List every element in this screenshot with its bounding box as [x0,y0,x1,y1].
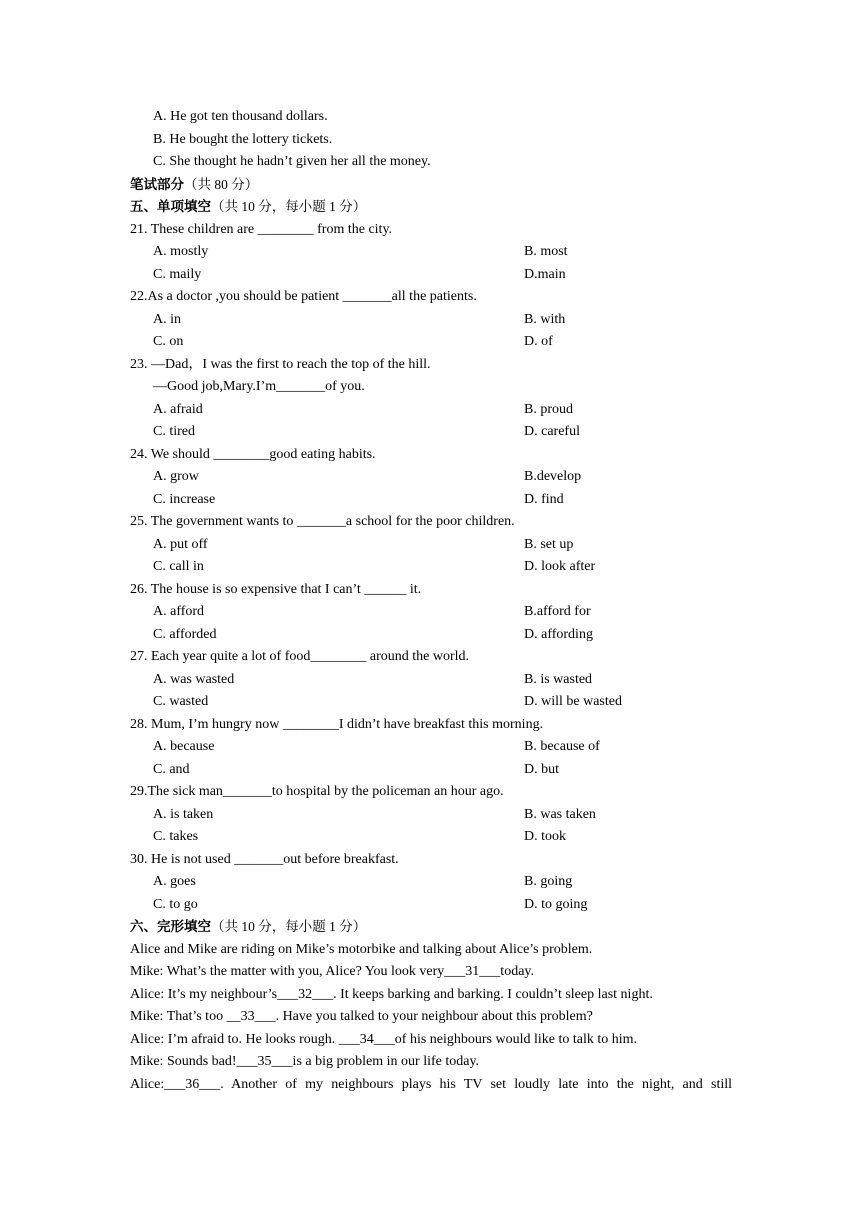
passage-line: Alice and Mike are riding on Mike’s motorbike and talking about Alice’s problem. [130,941,593,957]
answer-option: D. find [524,491,564,507]
answer-option: A. because [153,739,215,754]
answer-option: A. mostly [153,244,209,259]
multiple-choice-questions [130,219,732,917]
answer-option: B. is wasted [524,671,593,687]
answer-option: D.main [524,266,566,282]
answer-option: B. most [524,244,568,259]
answer-option: D. affording [524,626,593,642]
options-row [130,826,732,849]
passage-line: Mike: That’s too __33___. Have you talked to your neighbour about this problem? [130,1009,593,1024]
question-stem: 28. Mum, I’m hungry now ________I didn’t have breakfast this morning. [130,716,544,732]
answer-option: A. was wasted [153,671,235,687]
answer-option: C. call in [153,559,204,574]
question-block [130,646,732,714]
options-row [130,331,732,354]
passage-line: Alice:___36___. Another of my neighbours plays his TV set loudly late into the night, and still [130,1076,732,1092]
answer-option: D. to going [524,896,588,912]
section-5-title: 五、单项填空 [130,199,211,215]
answer-option: C. maily [153,266,202,282]
question-block [130,444,732,512]
answer-option: A. goes [153,874,196,889]
options-row [130,399,732,422]
question-block [130,354,732,444]
options-row [130,264,732,287]
answer-option: A. put off [153,536,208,552]
options-row [130,421,732,444]
options-row [130,556,732,579]
options-row [130,489,732,512]
answer-option: A. afraid [153,401,203,417]
option-line: A. He got ten thousand dollars. [153,109,328,124]
written-part-heading [130,174,732,197]
answer-option: B.develop [524,469,582,484]
answer-option: C. takes [153,829,199,844]
answer-option: A. in [153,311,181,327]
section-6-title: 六、完形填空 [130,919,211,935]
options-row [130,894,732,917]
answer-option: C. and [153,761,190,777]
answer-option: D. will be wasted [524,694,622,709]
options-row [130,871,732,894]
options-row [130,241,732,264]
question-stem: 22.As a doctor ,you should be patient _______all the patients. [130,289,477,304]
question-block [130,219,732,287]
answer-option: B. proud [524,401,573,417]
question-stem: 21. These children are ________ from the city. [130,221,393,237]
question-block [130,714,732,782]
answer-option: C. wasted [153,694,209,709]
question-block [130,511,732,579]
options-row [130,534,732,557]
question-block [130,781,732,849]
question-stem: 24. We should ________good eating habits. [130,446,376,462]
section-6-note: （共 10 分，每小题 1 分） [211,919,367,934]
answer-option: A. is taken [153,806,214,822]
answer-option: A. afford [153,604,205,619]
section-5-heading [130,196,732,219]
passage-line: Alice: It’s my neighbour’s___32___. It keeps barking and barking. I couldn’t sleep last night. [130,986,653,1002]
question-stem: 25. The government wants to _______a school for the poor children. [130,514,515,529]
options-row [130,691,732,714]
option-line: B. He bought the lottery tickets. [153,131,333,147]
answer-option: B. set up [524,536,574,552]
question-stem: 26. The house is so expensive that I can’t ______ it. [130,581,422,597]
options-row [130,309,732,332]
previous-question-options [130,106,732,174]
answer-option: D. took [524,829,566,844]
options-row [130,736,732,759]
question-stem: 23. —Dad，I was the first to reach the top of the hill. [130,356,431,372]
section-6-heading [130,916,732,939]
answer-option: C. tired [153,424,195,439]
question-stem: —Good job,Mary.I’m_______of you. [153,379,365,394]
section-5-note: （共 10 分，每小题 1 分） [211,199,367,214]
passage-line: Mike: Sounds bad!___35___is a big problem in our life today. [130,1054,480,1069]
written-part-note: （共 80 分） [184,176,259,192]
answer-option: A. grow [153,469,199,484]
options-row [130,624,732,647]
answer-option: D. careful [524,424,580,439]
options-row [130,804,732,827]
answer-option: B.afford for [524,604,591,619]
cloze-passage [130,939,732,1097]
question-stem: 30. He is not used _______out before breakfast. [130,851,399,867]
exam-page [130,106,732,1096]
options-row [130,759,732,782]
answer-option: C. increase [153,491,216,507]
options-row [130,601,732,624]
answer-option: B. because of [524,739,600,754]
answer-option: D. but [524,761,559,777]
passage-line: Alice: I’m afraid to. He looks rough. ___34___of his neighbours would like to talk to him. [130,1031,638,1047]
question-block [130,849,732,917]
options-row [130,466,732,489]
question-block [130,579,732,647]
option-line: C. She thought he hadn’t given her all the money. [153,154,431,169]
passage-line: Mike: What’s the matter with you, Alice? You look very___31___today. [130,964,535,979]
answer-option: D. look after [524,559,596,574]
answer-option: B. with [524,311,566,327]
answer-option: B. going [524,874,573,889]
answer-option: B. was taken [524,806,596,822]
answer-option: C. afforded [153,626,217,642]
answer-option: D. of [524,334,553,349]
written-part-title: 笔试部分 [130,176,184,193]
answer-option: C. to go [153,896,198,912]
answer-option: C. on [153,334,184,349]
options-row [130,669,732,692]
question-block [130,286,732,354]
question-stem: 29.The sick man_______to hospital by the policeman an hour ago. [130,784,504,799]
question-stem: 27. Each year quite a lot of food________ around the world. [130,649,470,664]
